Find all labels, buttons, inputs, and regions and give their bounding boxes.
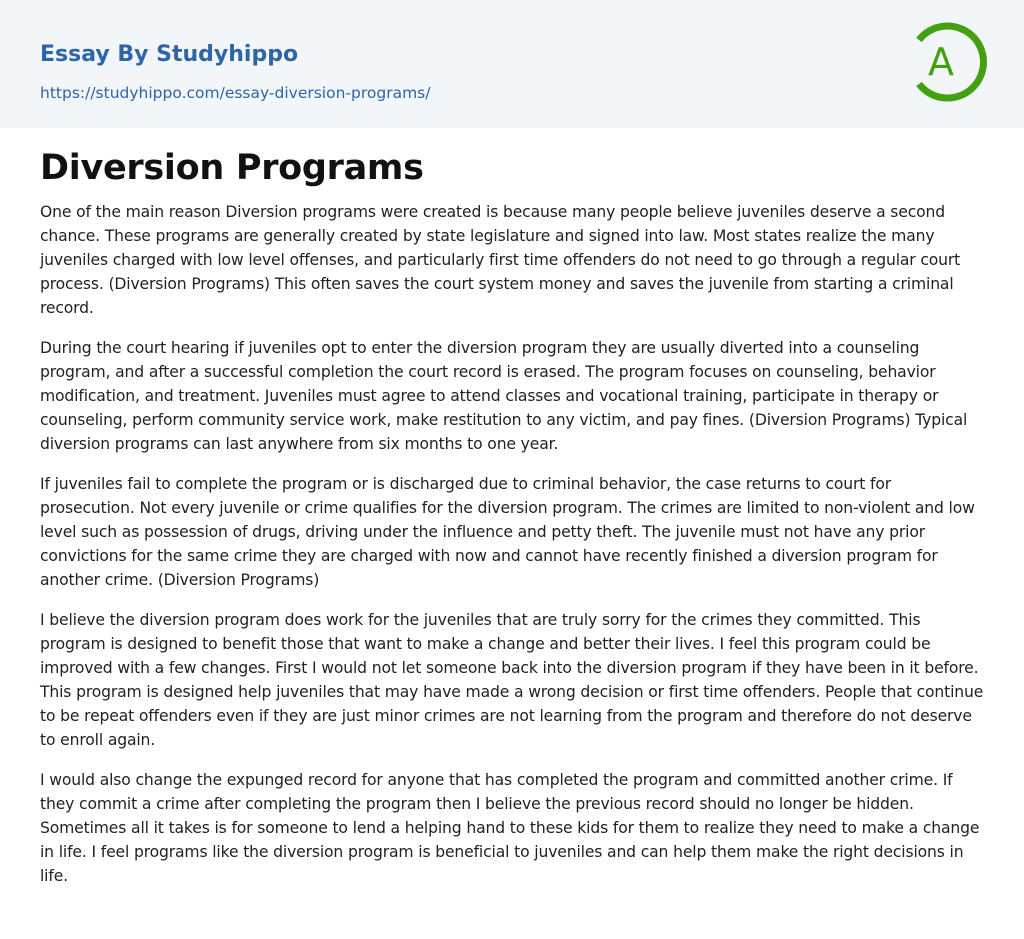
paragraph: I would also change the expunged record for anyone that has completed the program and committed another crime. If they commit a crime after completing the program then I believe the previous record should no longer be hidden. Sometimes all it takes is for someone to lend a helping hand to these kids for them to realize they need to make a change in life. I feel programs like the diversion program is beneficial to juveniles and can help them make the right decisions in life. [40, 771, 980, 885]
essay-url-link[interactable]: https://studyhippo.com/essay-diversion-programs/ [40, 84, 431, 102]
article [0, 128, 1024, 888]
site-header [0, 0, 1024, 128]
paragraph: One of the main reason Diversion programs were created is because many people believe juveniles deserve a second chance. These programs are generally created by state legislature and signed into law. Most states realize the many juveniles charged with low level offenses, and particularly first time offenders do not need to go through a regular court process. (Diversion Programs) This often saves the court system money and saves the juvenile from starting a criminal record. [40, 203, 961, 317]
paragraph: During the court hearing if juveniles opt to enter the diversion program they are usually diverted into a counseling program, and after a successful completion the court record is erased. The program focuses on counseling, behavior modification, and treatment. Juveniles must agree to attend classes and vocational training, participate in therapy or counseling, perform community service work, make restitution to any victim, and pay fines. (Diversion Programs) Typical diversion programs can last anywhere from six months to one year. [40, 339, 968, 453]
brand-title: Essay By Studyhippo [40, 42, 299, 67]
paragraph: If juveniles fail to complete the program or is discharged due to criminal behavior, the case returns to court for prosecution. Not every juvenile or crime qualifies for the diversion program. The crimes are limited to non-violent and low level such as possession of drugs, driving under the influence and petty theft. The juvenile must not have any prior convictions for the same crime they are charged with now and cannot have recently finished a diversion program for another crime. (Diversion Programs) [40, 475, 975, 589]
logo-letter: A [928, 40, 954, 84]
studyhippo-logo-icon[interactable] [905, 18, 991, 106]
page-title: Diversion Programs [40, 148, 424, 188]
paragraph: I believe the diversion program does work for the juveniles that are truly sorry for the crimes they committed. This program is designed to benefit those that want to make a change and better their lives. I feel this program could be improved with a few changes. First I would not let someone back into the diversion program if they have been in it before. This program is designed help juveniles that may have made a wrong decision or first time offenders. People that continue to be repeat offenders even if they are just minor crimes are not learning from the program and therefore do not deserve to enroll again. [40, 611, 984, 749]
